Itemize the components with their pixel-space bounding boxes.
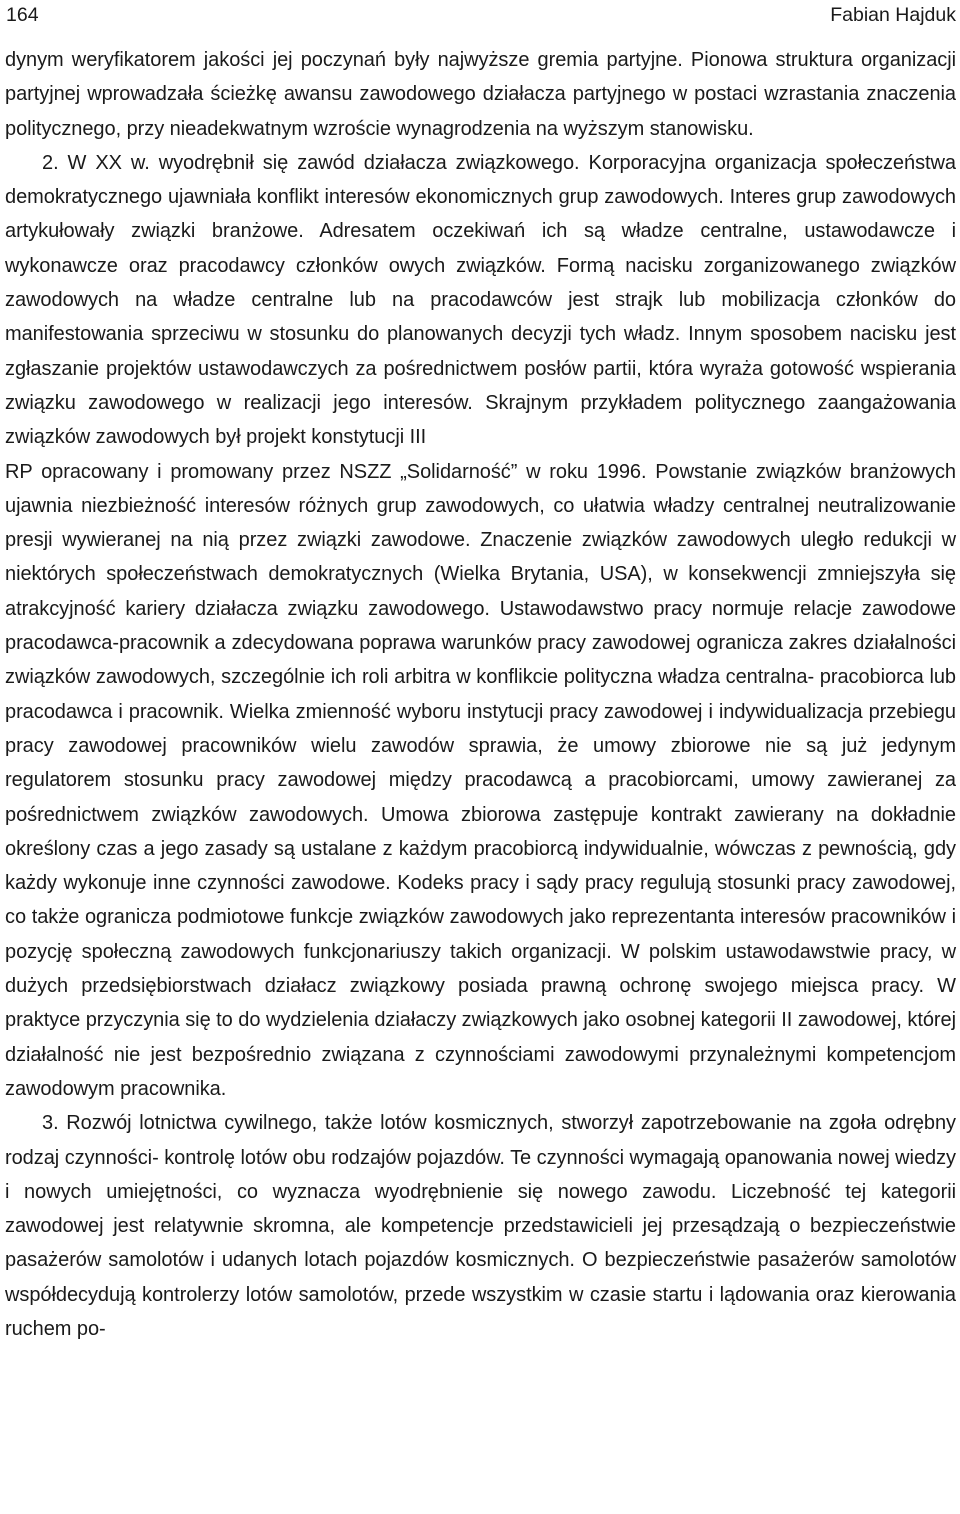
paragraph-section-2-continued: RP opracowany i promowany przez NSZZ „Solidarność” w roku 1996. Powstanie związków branżowych ujawnia niezbieżność interesów różnych grup zawodowych, co ułatwia władzy centralnej neutralizowanie presji wywieranej na nią przez związki zawodowe. Znaczenie związków zawodowych uległo redukcji w niektórych społeczeństwach demokratycznych (Wielka Brytania, USA), w konsekwencji zmniejszyła się atrakcyjność kariery działacza związku zawodowego. Ustawodawstwo pracy normuje relacje zawodowe pracodawca-pracownik a zdecydowana poprawa warunków pracy zawodowej ogranicza zakres działalności związków zawodowych, szczególnie ich roli arbitra w konflikcie polityczna władza centralna- pracobiorca lub pracodawca i pracownik. Wielka zmienność wyboru instytucji pracy zawodowej i indywidualizacja przebiegu pracy zawodowej pracowników wielu zawodów sprawia, że umowy zbiorowe nie są już jedynym regulatorem stosunku pracy zawodowej między pracodawcą a pracobiorcami, umowy zawieranej za pośrednictwem związków zawodowych. Umowa zbiorowa zastępuje kontrakt zawierany na dokładnie określony czas a jego zasady są ustalane z każdym pracobiorcą indywidualnie, wówczas z pewnością, gdy każdy wykonuje inne czynności zawodowe. Kodeks pracy i sądy pracy regulują stosunki pracy zawodowej, co także ogranicza podmiotowe funkcje związków zawodowych jako reprezentanta interesów pracowników i pozycję społeczną zawodowych funkcjonariuszy takich organizacji. W polskim ustawodawstwie pracy, w dużych przedsiębiorstwach działacz związkowy posiada prawną ochronę swojego miejsca pracy. W praktyce przyczynia się to do wydzielenia działaczy związkowych jako osobnej kategorii II zawodowej, której działalność nie jest bezpośrednio związana z czynnościami zawodowymi przynależnymi kompetencjom zawodowym pracownika. [5,460,956,1100]
running-head [5,0,956,30]
paragraph-section-2: 2. W XX w. wyodrębnił się zawód działacza związkowego. Korporacyjna organizacja społeczeństwa demokratycznego ujawniała konflikt interesów ekonomicznych grup zawodowych. Interes grup zawodowych artykułowały związki branżowe. Adresatem oczekiwań ich są władze centralne, ustawodawcze i wykonawcze oraz pracodawcy członków owych związków. Formą nacisku zorganizowanego związków zawodowych na władze centralne lub na pracodawców jest strajk lub mobilizacja członków do manifestowania sprzeciwu w stosunku do planowanych decyzji tych władz. Innym sposobem nacisku jest zgłaszanie projektów ustawodawczych za pośrednictwem posłów partii, która wyraża gotowość wspierania związku zawodowego w realizacji jego interesów. Skrajnym przykładem politycznego zaangażowania związków zawodowych był projekt konstytucji III [5,151,956,449]
paragraph-section-3: 3. Rozwój lotnictwa cywilnego, także lotów kosmicznych, stworzył zapotrzebowanie na zgoła odrębny rodzaj czynności- kontrolę lotów obu rodzajów pojazdów. Te czynności wymagają opanowania nowej wiedzy i nowych umiejętności, co wyznacza wyodrębnienie się nowego zawodu. Liczebność tej kategorii zawodowej jest relatywnie skromna, ale kompetencje przedstawicieli jej przesądzają o bezpieczeństwie pasażerów samolotów i udanych lotach pojazdów kosmicznych. O bezpieczeństwie pasażerów samolotów współdecydują kontrolerzy lotów samolotów, przede wszystkim w czasie startu i lądowania oraz kierowania ruchem po- [5,1112,956,1340]
running-title: Fabian Hajduk [830,4,956,26]
page-number: 164 [6,4,39,26]
body-text [5,43,956,1346]
paragraph-continuation: dynym weryfikatorem jakości jej poczynań były najwyższe gremia partyjne. Pionowa struktura organizacji partyjnej wprowadzała ścieżkę awansu zawodowego działacza partyjnego w postaci wzrastania znaczenia politycznego, przy nieadekwatnym wzroście wynagrodzenia na wyższym stanowisku. [5,49,956,140]
